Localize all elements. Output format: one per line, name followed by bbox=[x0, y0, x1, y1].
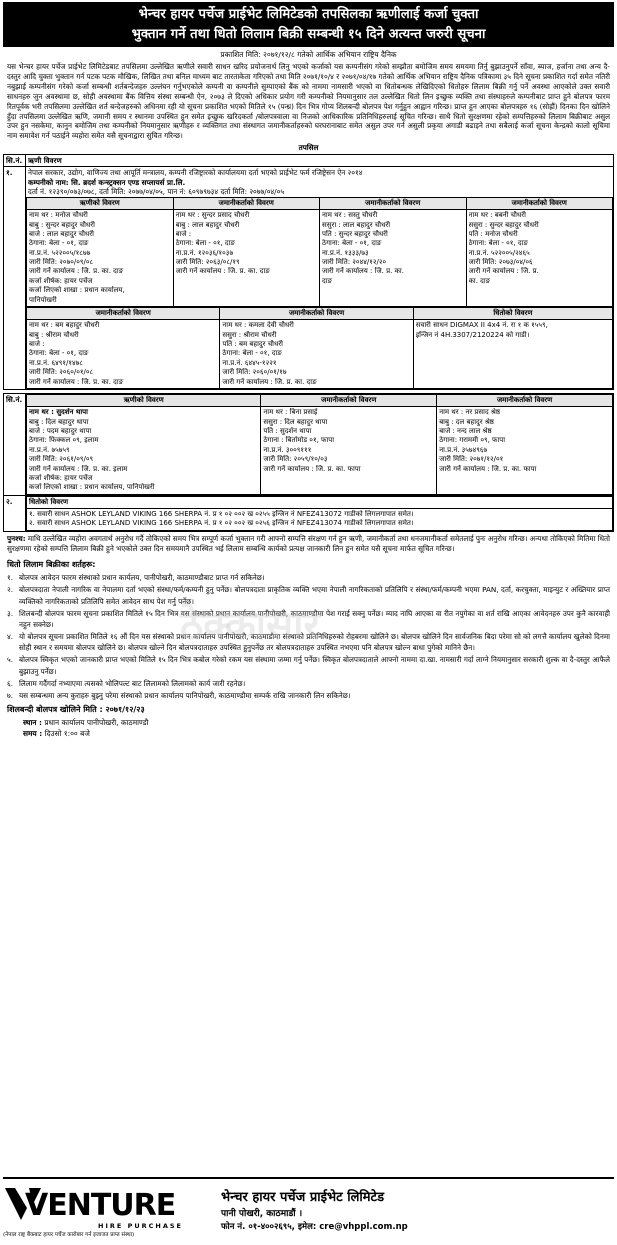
detail-line: जारी गर्ने कार्यालय : जि. प्र. का. इलाम bbox=[29, 464, 128, 473]
borrower-2-details bbox=[26, 393, 614, 495]
condition-item bbox=[3, 690, 614, 701]
conditions-title: धितो लिलाम बिक्रीका शर्तहरू: bbox=[7, 559, 96, 569]
b1-borrower-cell bbox=[27, 210, 174, 307]
detail-line: ना.प्र.नं. ५२२००५/१८७७ bbox=[29, 248, 91, 257]
detail-line: जारी मिति: २०६३/०८/१९ bbox=[175, 258, 240, 267]
intro-paragraph: यस भेन्चर हायर पर्चेज प्राईभेट लिमिटेडबाट तपसिलमा उल्लेखित ऋणीले सवारी साधन खरिद प्रयोजनार्थ लिनु भएको कर्जाको यस कम्पनीसंग गरेको सम्झौता बमोजिम समय समयमा तिर्नु बुझाउनुपर्ने साँवा, ब्याज, हर्जाना तथा अन्य दै-दस्तुर आदि चुक्ता भुक्तान गर्न पटक पटक मौखिक, लिखित तथा बनिल माध्यम बाट तारताकेता गरिएको तथा मिति २०७१/१०/४ र २०७१/०४/१७ गतेको आर्थिक अभियान राष्ट्रिय दैनिक पत्रिकामा ३५ दिने सूचना प्रकाशित गर्दा समेत नतिरी नबुझाई कम्पनीसंग गरेको कर्जा सम्बन्धी शर्तबन्देजहरु उल्लंघन गर्नुभएकोले कम्पनी वा कम्पनीले सुम्पाएको बैंक को नाममा नामसारी भएको वा धितोबन्धक लेखिदिएको धितोहरु लिलाम बिक्री गर्नु पर्ने अवस्था आएकोले उक्त सवारी साधनहरु जुन अवस्थामा छ, सोही अवस्थामा बैंक वित्तिय संस्था सम्बन्धी ऐन, २०७३ ले दिएको अधिकार प्रयोग गरी कम्पनीको नियमानुसार तल उल्लेखित धितो लिन इच्छुक व्यक्ति तथा संस्थाहरुले कम्पनीबाट प्राप्त हुने बोलपत्र फारम रितपूर्वक भरी तपसिलमा उल्लेखित शर्त बन्देजहरुको अधिनमा रही यो सूचना प्रकाशित भएको मितिले १५ (पन्ध्र) दिन भित्र गोप्य शिलबन्दी बोलपत्र पेश गर्नुहुन आह्वान गरिन्छ। प्राप्त हुन आएका बोलपत्रहरु १६ (सोह्रौं) दिनका दिन खोलिने हुँदा तपसिलमा उल्लेखित ऋणि, जमानी समय र स्थानमा उपस्थित हुन समेत इच्छुक खरिदकर्ता /बोलपत्रवाला वा निजको आधिकारिक प्रतिनिधिहरुलाई सूचित गरिन्छ। साथै धितो सुरक्षणमा रहेको सम्पत्तिहरुको लिलाम बिक्रीबाट असुल उपर हुन नसकेमा, कानुन बमोजिम तथा कम्पनीको नियमानुसार ऋणीहरु र व्यक्तिगत तथा संस्थागत जमानीकर्ताहरुको घरघरानाबाट समेत असुल उपर गर्न असुली प्रकृया अगाडी बढाइने तथा सबैलाई कर्जा सूचना केन्द्रको कालो सूचिमा नाम समावेश गर्न पठाईने व्यहोरा समेत यसै सूचनाद्वारा सुचित गरिन्छ। bbox=[7, 61, 610, 141]
detail-line: पति : बम बहादुर चौधरी bbox=[222, 340, 283, 349]
detail-line: ना.प्र.नं. ६४९१/१४७८ bbox=[29, 358, 83, 367]
detail-line: जारी मिति: २०७३/०४/०६ bbox=[468, 258, 533, 267]
header-line-1: भेन्चर हायर पर्चेज प्राईभेट लिमिटेडको तपसिलका ऋणीलाई कर्जा चुक्ता bbox=[138, 7, 479, 22]
detail-line: नाम थर : कमला देवी चौधरी bbox=[222, 321, 294, 330]
detail-line: जारी गर्ने कार्यालय : जि. प्र. का. bbox=[322, 267, 404, 276]
detail-line: ठेगाना: बेला - ०१, दाङ bbox=[222, 349, 282, 358]
b1-g3-head: जमानीकर्ताको विवरण bbox=[466, 197, 613, 209]
detail-line: जारी मिति: २०६१/०९/०९ bbox=[29, 455, 94, 464]
detail-line: नाम थर : बम बहादुर चौधरी bbox=[29, 321, 100, 330]
detail-line: जारी गर्ने कार्यालय : जि. प्र. का. दाङ bbox=[29, 267, 124, 276]
detail-line: पति : सुदर्शन थापा bbox=[263, 427, 312, 436]
notice-paragraph bbox=[3, 532, 614, 556]
detail-line: ठेगाना: बेला - ०१, दाङ bbox=[468, 239, 528, 248]
place-value: प्रधान कार्यालय पानीपोखरी, काठमाण्डौ bbox=[44, 717, 149, 727]
detail-line: बाबु : दिल बहादुर थापा bbox=[29, 417, 89, 426]
detail-line: जारी मिति: २०७१/१२/०१ bbox=[439, 455, 504, 464]
detail-line: जारी गर्ने कार्यालय : जि. प्र. का. दाङ bbox=[222, 377, 317, 386]
detail-line: नाम थर : सस्तु चौधरी bbox=[322, 211, 378, 220]
detail-line: ससुरा : दिल बहादुर थापा bbox=[263, 417, 328, 426]
condition-item bbox=[3, 678, 614, 689]
detail-line: पति : सुन्दर बहादुर चौधरी bbox=[322, 229, 388, 238]
company-contact: फोन नं. ०१-४००२६९५, इमेल: cre@vhppl.com.np bbox=[221, 1222, 408, 1233]
condition-text: बोलपत्र स्विकृत भएको जानकारी प्राप्त भएको मितिले १५ दिन भित्र कबोल गरेको रकम यस संस्थामा जम्मा गर्नु पर्नेछ। स्विकृत बोलपत्रदाताले आफ्नो नाममा दा.खा. नामसारी गर्दा लाग्ने नियमानुसार सरकारी शुल्क वा दै-दस्तुर आफैले बुझाउनु पर्नेछ। bbox=[19, 655, 610, 676]
borrower-2-table bbox=[3, 393, 614, 532]
condition-number: २. bbox=[7, 585, 14, 595]
detail-line: दाङ bbox=[322, 276, 332, 285]
condition-text: यस सम्बन्धमा अन्य कुराहरु बुझ्नु परेमा संस्थाको प्रधान कार्यालय पानिपोखरी, काठमाण्डौमा सम्पर्क राखि जानकारी लिन सकिनेछ। bbox=[19, 690, 351, 700]
detail-line: जारी मिति: २०६०/०१/०८ bbox=[29, 368, 94, 377]
b1-g5-head: जमानीकर्ताको विवरण bbox=[220, 307, 413, 319]
detail-line: ठेगाना: बेला - ०१, दाङ bbox=[322, 239, 382, 248]
detail-line: पति : मनोज चौधरी bbox=[468, 229, 518, 238]
detail-line: ना.प्र.नं. ६४४५-१२२१ bbox=[222, 358, 277, 367]
detail-line: जारी मिति: २०७०/०९/०८ bbox=[29, 258, 94, 267]
detail-line: का. दाङ bbox=[468, 276, 491, 285]
detail-line: जारी गर्ने कार्यालय : जि. प्र. का. दाङ bbox=[29, 377, 124, 386]
condition-number: ५. bbox=[7, 655, 14, 665]
b2-g1-cell bbox=[261, 407, 437, 494]
condition-text: बोलपत्रदाता नेपाली नागरिक वा नेपालमा दर्ता भएको संस्था/फर्म/कम्पनी हुनु पर्नेछ। बोलपत्रदाता प्राकृतिक व्यक्ति भएमा नेपाली नागरिकताको प्रतिलिपि र संस्था/फर्म/कम्पनी भएमा PAN, दर्ता, करचुक्ता, माइन्युट र अख्तियार प्राप्त व्यक्तिको नागरिकताको प्रतिलिपि समेत आवेदन साथ पेश गर्नु पर्नेछ। bbox=[19, 585, 610, 606]
notice-text: माथि उल्लेखित व्यहोरा अवगतार्थ अनुरोध गर्दै तोकिएको समय भित्र सम्पूर्ण कर्जा भुक्तान गरी आफ्नो सम्पत्ति संरक्षण गर्न हुन ऋणी, जमानीकर्ता तथा धनजमानीकर्ता समेतलाई पुनः अनुरोध गरिन्छ। अन्यथा तोकिएको मितिमा धितो सुरक्षणमा रहेको सम्पत्ति लिलाम बिक्री हुने भएकोले उक्त दिन समयमानै उपस्थित भई लिलाम सम्बन्धि कार्यको प्रत्यक्ष जानकारी लिन हुन समेत यसै सूचना मार्फत सूचित गरिन्छ। bbox=[7, 533, 610, 553]
borrower-2-sn: २. bbox=[4, 495, 26, 531]
condition-number: १. bbox=[7, 573, 14, 583]
detail-line: बाजे : bbox=[175, 229, 192, 238]
b1-g4-head: जमानीकर्ताको विवरण bbox=[27, 307, 220, 319]
detail-line: बाजे : लाल बहादुर चौधरी bbox=[29, 229, 94, 238]
detail-line: जारी मिति: २०४४/१२/२० bbox=[322, 258, 387, 267]
condition-item bbox=[3, 608, 614, 630]
detail-line: बाजे : नन्द लाल श्रेष्ठ bbox=[439, 427, 492, 436]
b1-collateral-cell bbox=[413, 320, 612, 389]
b1-g1-head: जमानीकर्ताको विवरण bbox=[173, 197, 320, 209]
b2-g2-head: जमानीकर्ताको विवरण bbox=[437, 394, 613, 406]
detail-line: जारी गर्ने कार्यालय : जि. प्र. का. फापा bbox=[439, 464, 537, 473]
detail-line: नाम थर : सुन्दर प्रसाद चौधरी bbox=[175, 211, 250, 220]
detail-line: १. सवारी साधन ASHOK LEYLAND VIKING 166 SHERPA नं. प्र १ ०२ ००२ ख ०२५५ इन्जिन नं NFEZ413072 गाडीको लिगलगापात समेत। bbox=[29, 510, 414, 519]
detail-line: ससुरा : श्रीराम चौधरी bbox=[222, 330, 277, 339]
borrower-1-grid-2 bbox=[26, 307, 613, 389]
detail-line: इन्जिन नं 4H.3307/2120224 को गाडी। bbox=[415, 330, 530, 339]
notice-header bbox=[3, 2, 614, 47]
condition-item bbox=[3, 572, 614, 583]
b1-g4-cell bbox=[27, 320, 220, 389]
b1-g1-cell bbox=[173, 210, 320, 307]
detail-line: ना.प्र.नं. ३५७४९६७ bbox=[439, 445, 488, 454]
sn-header: सि.नं. bbox=[4, 154, 26, 167]
publication-info: प्रकाशित मिति: २०७१/१२/८ गतेको आर्थिक अभियान राष्ट्रिय दैनिक bbox=[220, 50, 397, 60]
detail-line: ठेगाना : बिर्तामोड ०१, फापा bbox=[263, 436, 335, 445]
detail-line: कर्जा शीर्षक: हायर पर्चेज bbox=[29, 473, 93, 482]
detail-line: २. सवारी साधन ASHOK LEYLAND VIKING 166 SHERPA नं. प्र १ ०२ ००२ ख ०२५६ इन्जिन नं NFEZ413074 गाडीको लिगलगापात समेत। bbox=[29, 519, 414, 528]
detail-line: पानिपोखरी bbox=[29, 295, 57, 304]
logo-tagline: (नेपाल राष्ट्र बैंकबाट हायर पर्चेज कारोबार गर्न इजाजत प्राप्त संस्था) bbox=[3, 1231, 135, 1238]
time-value: दिउसो १:०० बजे bbox=[44, 728, 90, 738]
detail-line: बाबु : लाल बहादुर चौधरी bbox=[175, 220, 240, 229]
detail-line: ना.प्र.नं. ३००९१११ bbox=[263, 445, 312, 454]
detail-line: ठेगाना: फिक्कल ०९, इलाम bbox=[29, 436, 99, 445]
condition-item bbox=[3, 654, 614, 676]
detail-line: जारी मिति: २०६०/०१/१७ bbox=[222, 368, 287, 377]
detail-line: ठेगाना: बेला - ०१, दाङ bbox=[175, 239, 235, 248]
company-name: भेन्चर हायर पर्चेज प्राईभेट लिमिटेड bbox=[221, 1190, 385, 1206]
logo-sub: HIRE PURCHASE bbox=[98, 1221, 183, 1230]
detail-line: कर्जा शीर्षक: हायर पर्चेज bbox=[29, 276, 93, 285]
detail-line: ससुरा : लाल बहादुर चौधरी bbox=[322, 220, 391, 229]
detail-line: ठेगाना: गराममी ०९, फापा bbox=[439, 436, 506, 445]
detail-line: बाजे : पदम बहादुर थापा bbox=[29, 427, 92, 436]
condition-text: लिलाम गर्दैगर्दा नभ्याएमा त्यसको भोलिपल्ट बाट लिलामको लिलामको कार्य जारी रहनेछ। bbox=[19, 678, 246, 688]
borrower-1-grid bbox=[26, 197, 613, 307]
opening-time bbox=[23, 728, 614, 739]
b1-g2-cell bbox=[320, 210, 467, 307]
detail-line: जारी गर्ने कार्यालय : जि. प्र. का. फापा bbox=[263, 464, 361, 473]
tapasil-heading: तपसिल bbox=[298, 143, 319, 153]
b1-collateral-head: धितोको विवरण bbox=[413, 307, 612, 319]
condition-text: यो बोलपत्र सूचना प्रकाशित मितिले १६ औं दिन यस संस्थाको प्रधान कार्यालय पानीपोखरी, काठमाडौमा संस्थाको प्रतिनिधिहरुको रोहबरमा खोलिने छ। बोलपत्र खोलिने दिन सार्वजनिक बिदा परेमा सो को लगत्तै कार्यालय खुलेको दिनमा सोही स्थान र समयमा बोलपत्र खोलिने छ। बोलपत्र खोल्ने दिन बोलपत्रदाताहरु उपस्थित हुनुपर्नेछ तर बोलपत्रदाताहरु उपस्थित नभएमा पनि बोलपत्र खोल्न बाधा पुगेको मानिने छैन। bbox=[19, 632, 610, 653]
company-address: पानी पोखरी, काठमाडौं । bbox=[221, 1208, 303, 1219]
company-block bbox=[221, 1189, 408, 1233]
detail-line: नाम थर : नर प्रसाद श्रेष्ठ bbox=[439, 408, 500, 417]
detail-line: ना.प्र.नं. १३३३/७३ bbox=[322, 248, 369, 257]
condition-item bbox=[3, 631, 614, 653]
opening-place bbox=[23, 717, 614, 728]
logo-word: VENTURE bbox=[25, 1187, 176, 1223]
venture-logo bbox=[3, 1182, 213, 1242]
detail-line: ना.प्र.नं. ५२२००५/२४६५ bbox=[468, 248, 530, 257]
footer bbox=[3, 1177, 614, 1241]
detail-line: ठेगाना: बेला - ०१, दाङ bbox=[29, 239, 89, 248]
watermark: ठेक्कासार bbox=[180, 603, 320, 649]
detail-line: कर्जा लिएको शाखा : प्रधान कार्यालय, bbox=[29, 286, 125, 295]
detail-line: सवारी साधन DIGMAX II 4x4 नं. रा १ क १५५९, bbox=[415, 321, 548, 330]
opening-date: शिलबन्दी बोलपत्र खोलिने मिति : २०७१/१२/२३ bbox=[7, 704, 145, 714]
detail-line: जारी मिति: २०५९/१०/०३ bbox=[263, 455, 328, 464]
condition-item bbox=[3, 584, 614, 606]
borrower-1-sn: १. bbox=[4, 167, 26, 390]
condition-number: ४. bbox=[7, 632, 14, 642]
b2-borrower-head: ऋणीको विवरण bbox=[27, 394, 261, 406]
notice-lead: पुनश्च: bbox=[7, 533, 26, 543]
condition-text: शिलबन्दी बोलपत्र फारम सूचना प्रकाशित मितिले १५ दिन भित्र यस संस्थाको प्रधान कार्यालय पानीपोखरी, काठमाण्डौमा पेश गराई सक्नु पर्नेछ। म्याद नाघि आएका वा रीत नपुगेका वा शर्त राखि आएका आवेदनहरु उपर कुनै कारवाही नहुन सक्नेछ। bbox=[19, 608, 610, 629]
detail-line: नाम थर : मनोज चौधरी bbox=[29, 211, 88, 220]
b2-g1-head: जमानीकर्ताको विवरण bbox=[261, 394, 437, 406]
detail-line: बाबु : श्रीराम चौधरी bbox=[29, 330, 79, 339]
b2-g2-cell bbox=[437, 407, 613, 494]
b2-collateral-cell bbox=[27, 509, 613, 531]
condition-number: ७. bbox=[7, 690, 14, 700]
detail-line: ससुरा : सुन्दर बहादुर चौधरी bbox=[468, 220, 539, 229]
borrower-2-grid bbox=[26, 394, 613, 495]
detail-line: नाम थर : बिना प्रसाई bbox=[263, 408, 318, 417]
borrower-1-desc: नेपाल सरकार, उद्योग, वाणिज्य तथा आपूर्ति मन्त्रालय, कम्पनी रजिष्ट्रारको कार्यालयमा दर्ता भएको प्राईभेट फर्म रजिष्ट्रेसन ऐन २०१४ bbox=[28, 168, 363, 178]
borrower-2-collateral-table bbox=[26, 496, 613, 531]
borrower-1-details bbox=[26, 167, 614, 390]
detail-line: ना.प्र.नं. १२०३६/१०३७ bbox=[175, 248, 234, 257]
detail-line: बाबु : सुन्दर बहादुर चौधरी bbox=[29, 220, 95, 229]
detail-line: जारी गर्ने कार्यालय : जि. प्र. bbox=[468, 267, 539, 276]
detail-line: नाम थर : सुदर्शन थापा bbox=[29, 408, 88, 417]
b2-collateral-head: धितोको विवरण bbox=[27, 496, 613, 508]
header-line-2: भुक्तान गर्ने तथा धितो लिलाम बिक्री सम्बन्धी १५ दिने अत्यन्त जरुरी सूचना bbox=[131, 26, 486, 42]
b2-borrower-cell bbox=[27, 407, 261, 494]
borrower-1-company: कम्पनीको नाम: सि. ब्रदर्श कन्स्ट्रक्सन एण्ड सप्लायर्स प्रा.लि. bbox=[28, 177, 186, 187]
detail-line: नाम थर : बबनी चौधरी bbox=[468, 211, 526, 220]
b1-g5-cell bbox=[220, 320, 413, 389]
detail-line: कर्जा लिएको शाखा : प्रधान कार्यालय, पानिपोखरी bbox=[29, 483, 155, 492]
detail-line: जारी गर्ने कार्यालय : जि. प्र. का. दाङ bbox=[175, 267, 270, 276]
condition-number: ६. bbox=[7, 678, 14, 688]
detail-line: ना.प्र.नं. ७५७५९ bbox=[29, 445, 70, 454]
b1-borrower-head: ऋणीको विवरण bbox=[27, 197, 174, 209]
detail-line: ठेगाना: बेला - ०१, दाङ bbox=[29, 349, 89, 358]
condition-number: ३. bbox=[7, 608, 14, 618]
borrower-1-table bbox=[3, 154, 614, 390]
time-label: समय : bbox=[23, 728, 43, 738]
borrower-2-collateral bbox=[26, 495, 614, 531]
b1-g2-head: जमानीकर्ताको विवरण bbox=[320, 197, 467, 209]
sn-header-2: सि.नं. bbox=[4, 393, 26, 495]
borrower-1-reg: दर्ता नं. १२३९०/०७३/०७८, दर्ता मिति: २०७७/०४/०५, पान नं: ६०९७९७३४ दर्ता मिति: २०७७/०४/०५ bbox=[28, 187, 285, 197]
rini-vivaran-header: ऋणी विवरण bbox=[26, 154, 614, 167]
detail-line: बाबु : दल बहादुर श्रेष्ठ bbox=[439, 417, 494, 426]
b1-g3-cell bbox=[466, 210, 613, 307]
detail-line: बाजे : bbox=[29, 340, 45, 349]
condition-text: बोलपत्र आवेदन फारम संस्थाको प्रधान कार्यलय, पानीपोखरी, काठमाण्डौबाट प्राप्त गर्न सकिनेछ। bbox=[19, 573, 265, 583]
place-label: स्थान : bbox=[23, 717, 42, 727]
